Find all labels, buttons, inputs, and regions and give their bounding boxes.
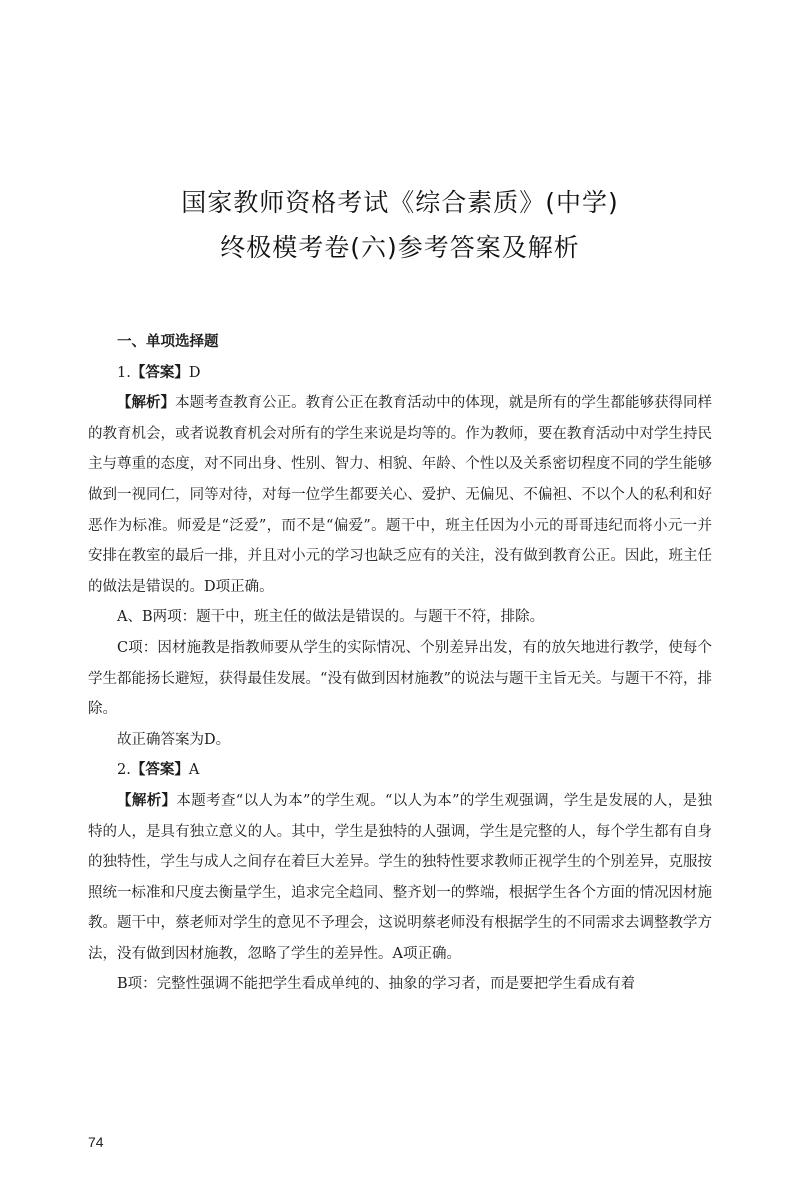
section-heading: 一、单项选择题 xyxy=(117,334,219,350)
answer-content xyxy=(88,327,712,1000)
question-1-option-c: C项：因材施教是指教师要从学生的实际情况、个别差异出发，有的放矢地进行教学，使每个学生都能扬长避短，获得最佳发展。“没有做到因材施教”的说法与题干主旨无关。与题干不符，排除。 xyxy=(88,639,712,718)
document-title-line-2: 终极模考卷(六)参考答案及解析 xyxy=(220,233,580,262)
analysis-label: 【解析】 xyxy=(117,792,177,809)
page-number: 74 xyxy=(88,1134,104,1150)
question-1-number: 1. xyxy=(117,364,131,381)
question-1-answer-value: D xyxy=(188,364,201,381)
question-1-analysis-text: 本题考查教育公正。教育公正在教育活动中的体现，就是所有的学生都能够获得同样的教育机会，或者说教育机会对所有的学生来说是均等的。作为教师，要在教育活动中对学生持民主与尊重的态度，对不同出身、性别、智力、相貌、年龄、个性以及关系密切程度不同的学生能够做到一视同仁，同等对待，对每一位学生都要关心、爱护、无偏见、不偏袒、不以个人的私利和好恶作为标准。师爱是“泛爱”，而不是“偏爱”。题干中，班主任因为小元的哥哥违纪而将小元一并安排在教室的最后一排，并且对小元的学习也缺乏应有的关注，没有做到教育公正。因此，班主任的做法是错误的。D项正确。 xyxy=(88,395,713,595)
question-1-conclusion: 故正确答案为D。 xyxy=(117,731,231,748)
answer-label: 【答案】 xyxy=(130,762,189,779)
question-2-answer xyxy=(88,755,712,786)
question-1-analysis xyxy=(88,388,712,602)
answer-label: 【答案】 xyxy=(130,364,189,381)
question-1-option-ab: A、B两项：题干中，班主任的做法是错误的。与题干不符，排除。 xyxy=(117,609,545,626)
question-2-number: 2. xyxy=(117,762,131,779)
question-2-analysis-text: 本题考查“以人为本”的学生观。“以人为本”的学生观强调，学生是发展的人，是独特的人，是具有独立意义的人。其中，学生是独特的人强调，学生是完整的人，每个学生都有自身的独特性，学生与成人之间存在着巨大差异。学生的独特性要求教师正视学生的个别差异，克服按照统一标准和尺度去衡量学生，追求完全趋同、整齐划一的弊端，根据学生各个方面的情况因材施教。题干中，蔡老师对学生的意见不予理会，这说明蔡老师没有根据学生的不同需求去调整教学方法，没有做到因材施教，忽略了学生的差异性。A项正确。 xyxy=(88,792,712,962)
analysis-label: 【解析】 xyxy=(117,395,176,412)
question-2-answer-value: A xyxy=(188,762,200,779)
document-title-line-1: 国家教师资格考试《综合素质》(中学) xyxy=(181,188,619,217)
question-2-analysis xyxy=(88,786,712,970)
question-1-answer xyxy=(88,358,712,389)
question-2-option-b: B项：完整性强调不能把学生看成单纯的、抽象的学习者，而是要把学生看成有着 xyxy=(117,976,636,993)
